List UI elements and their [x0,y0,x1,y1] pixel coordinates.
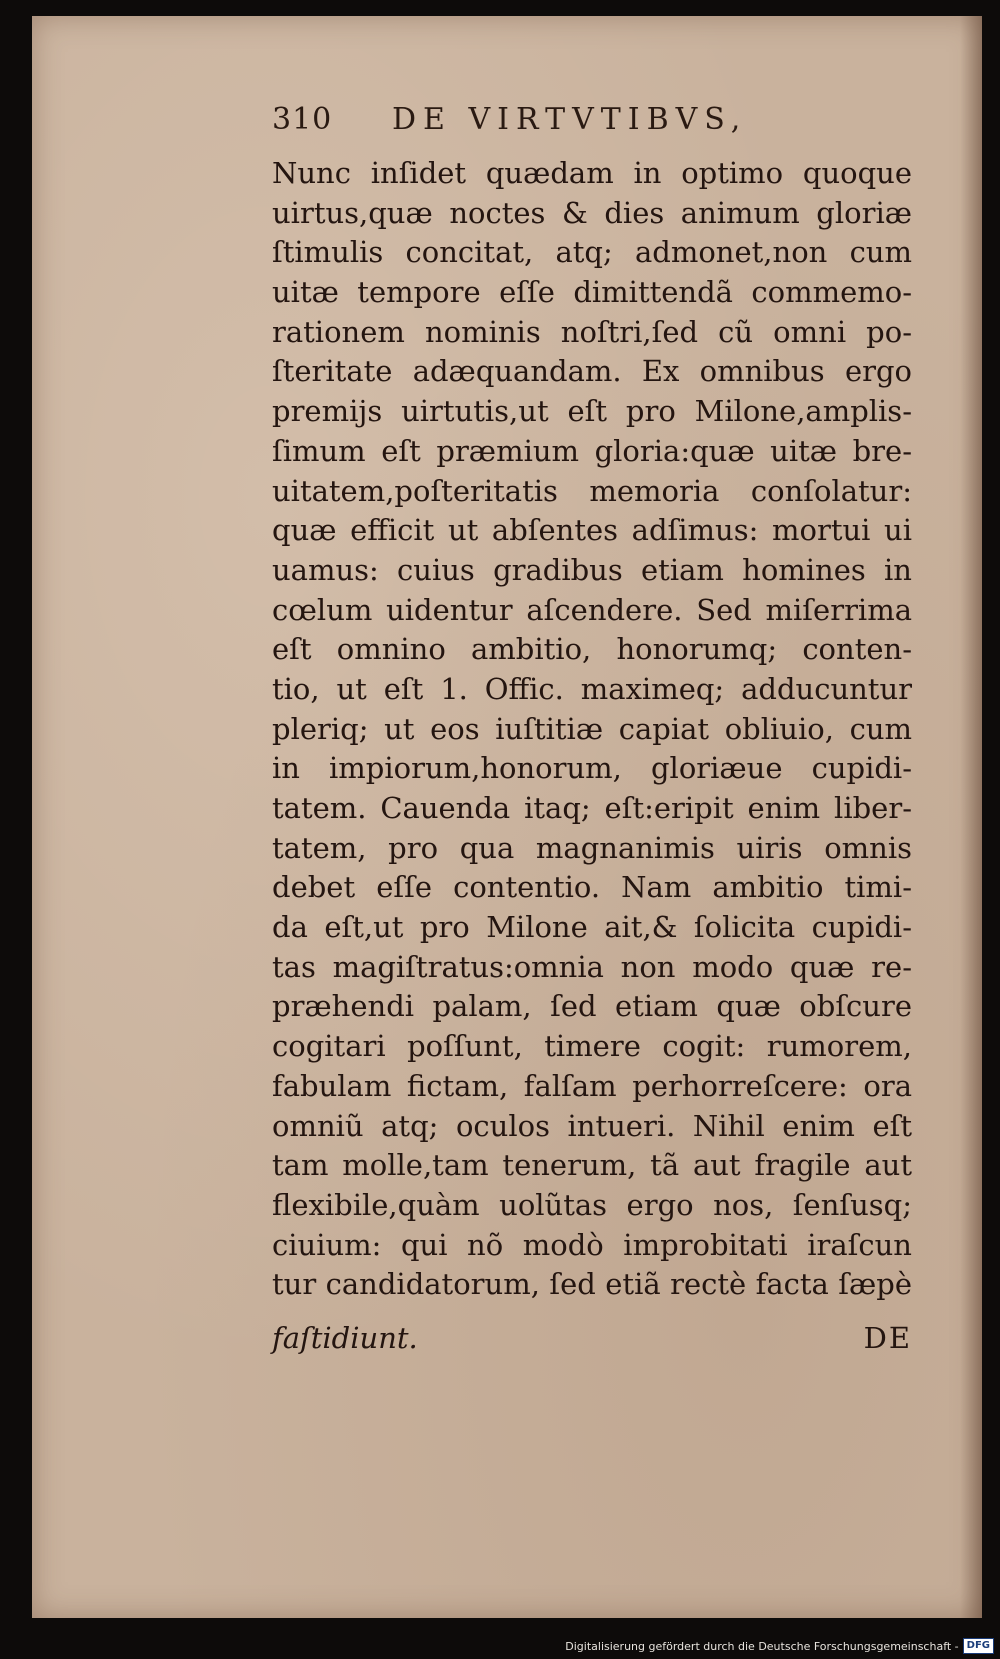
text-line: da eſt,ut pro Milone ait,& ſolicita cupidi- [272,910,912,945]
funding-attribution [565,1637,994,1655]
running-title: DE VIRTVTIBVS, [392,102,748,137]
text-line: Nunc inſidet quædam in optimo quoque [272,156,912,190]
dfg-logo-icon: DFG [963,1638,994,1654]
text-line: premijs uirtutis,ut eſt pro Milone,amplis- [272,394,912,429]
text-line: ſtimulis concitat, atq; admonet,non cum [272,235,912,270]
attribution-text: Digitalisierung gefördert durch die Deutsche Forschungsgemeinschaft - [565,1639,959,1653]
text-line: flexibile,quàm uolũtas ergo nos, ſenſusq; [272,1187,912,1222]
text-line: quæ efficit ut abſentes adſimus: mortui ui [272,513,912,548]
page-footer [272,1318,912,1358]
text-line: ſteritate adæquandam. Ex omnibus ergo [272,354,912,389]
text-line: cogitari poſſunt, timere cogit: rumorem, [272,1029,912,1064]
page-header [272,102,832,150]
text-line: ſimum eſt præmium gloria:quæ uitæ bre- [272,433,912,468]
text-line: eſt omnino ambitio, honorumq; conten- [272,632,912,667]
catchword: DE [863,1321,912,1355]
text-line: tatem, pro qua magnanimis uiris omnis [272,830,912,865]
text-line: uitatem,poſteritatis memoria conſolatur: [272,473,912,508]
text-line: debet eſſe contentio. Nam ambitio timi- [272,870,912,905]
last-line-fragment: faſtidiunt. [272,1321,418,1355]
text-line: rationem nominis noſtri,ſed cũ omni po- [272,314,912,349]
body-text [272,154,912,1305]
text-line: tur candidatorum, ſed etiã rectè facta ſæpè [272,1267,912,1302]
text-line: omniũ atq; oculos intueri. Nihil enim eſt [272,1108,912,1143]
text-line: tatem. Cauenda itaq; eſt:eripit enim liber- [272,791,912,825]
text-line: fabulam fictam, falſam perhorreſcere: ora [272,1068,912,1103]
text-line: tio, ut eſt 1. Offic. maximeq; adducuntur [272,671,912,706]
text-line: tam molle,tam tenerum, tã aut fragile aut [272,1148,912,1183]
text-line: uamus: cuius gradibus etiam homines in [272,552,912,587]
text-line: pleriq; ut eos iuſtitiæ capiat obliuio, cum [272,711,912,746]
text-line: ciuium: qui nõ modò improbitati iraſcun [272,1227,912,1262]
text-line: præhendi palam, ſed etiam quæ obſcure [272,989,912,1024]
text-line: cœlum uidentur aſcendere. Sed miſerrima [272,592,912,627]
text-line: uitæ tempore eſſe dimittendã commemo- [272,275,912,310]
page-gutter-shadow [960,16,982,1618]
page-number: 310 [272,102,333,137]
text-line: tas magiſtratus:omnia non modo quæ re- [272,949,912,984]
text-line: uirtus,quæ noctes & dies animum gloriæ [272,195,912,230]
text-line: in impiorum,honorum, gloriæue cupidi- [272,751,912,786]
